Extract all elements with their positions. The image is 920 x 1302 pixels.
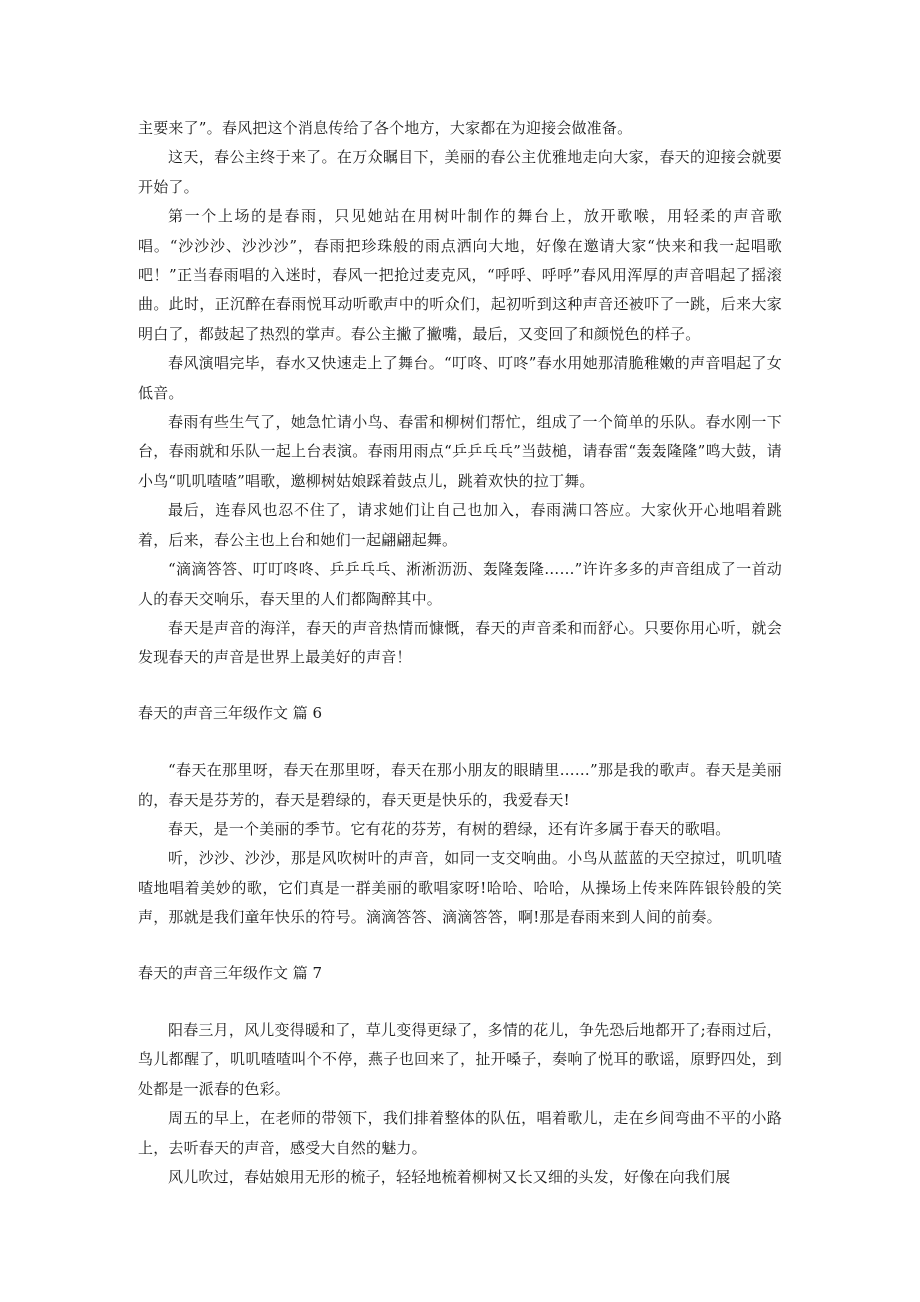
section-title-7: 春天的声音三年级作文 篇 7 (138, 963, 323, 982)
paragraph: 春天是声音的海洋，春天的声音热情而慷慨，春天的声音柔和而舒心。只要你用心听，就会发现春天的声音是世界上最美好的声音！ (138, 618, 782, 667)
paragraph: 这天，春公主终于来了。在万众瞩目下，美丽的春公主优雅地走向大家，春天的迎接会就要开始了。 (138, 148, 782, 196)
paragraph: “滴滴答答、叮叮咚咚、乒乒乓乓、淅淅沥沥、轰隆轰隆……”许许多多的声音组成了一首动人的春天交响乐，春天里的人们都陶醉其中。 (138, 560, 782, 608)
paragraph: 阳春三月，风儿变得暖和了，草儿变得更绿了，多情的花儿，争先恐后地都开了;春雨过后，鸟儿都醒了，叽叽喳喳叫个不停，燕子也回来了，扯开嗓子，奏响了悦耳的歌谣，原野四处，到处都是一派春的色彩。 (138, 1020, 782, 1098)
paragraph: 春雨有些生气了，她急忙请小鸟、春雷和柳树们帮忙，组成了一个简单的乐队。春水刚一下台，春雨就和乐队一起上台表演。春雨用雨点“乒乒乓乓”当鼓槌，请春雷“轰轰隆隆”鸣大鼓，请小鸟“叽叽喳喳”唱歌，邀柳树姑娘踩着鼓点儿，跳着欢快的拉丁舞。 (138, 413, 782, 490)
paragraph: 最后，连春风也忍不住了，请求她们让自己也加入，春雨满口答应。大家伙开心地唱着跳着，后来，春公主也上台和她们一起翩翩起舞。 (138, 501, 782, 549)
paragraph: 第一个上场的是春雨，只见她站在用树叶制作的舞台上，放开歌喉，用轻柔的声音歌唱。“沙沙沙、沙沙沙”，春雨把珍珠般的雨点洒向大地，好像在邀请大家“快来和我一起唱歌吧！”正当春雨唱的入迷时，春风一把抢过麦克风，“呼呼、呼呼”春风用浑厚的声音唱起了摇滚曲。此时，正沉醉在春雨悦耳动听歌声中的听众们，起初听到这种声音还被吓了一跳，后来大家明白了，都鼓起了热烈的掌声。春公主撇了撇嘴，最后，又变回了和颜悦色的样子。 (138, 207, 782, 343)
section-title-6: 春天的声音三年级作文 篇 6 (138, 703, 323, 722)
paragraph: 周五的早上，在老师的带领下，我们排着整体的队伍，唱着歌儿，走在乡间弯曲不平的小路上，去听春天的声音，感受大自然的魅力。 (138, 1109, 782, 1157)
paragraph: 听，沙沙、沙沙，那是风吹树叶的声音，如同一支交响曲。小鸟从蓝蓝的天空掠过，叽叽喳喳地唱着美妙的歌，它们真是一群美丽的歌唱家呀!哈哈、哈哈，从操场上传来阵阵银铃般的笑声，那就是我们童年快乐的符号。滴滴答答、滴滴答答，啊!那是春雨来到人间的前奏。 (138, 849, 782, 927)
paragraph: 风儿吹过，春姑娘用无形的梳子，轻轻地梳着柳树又长又细的头发，好像在向我们展 (168, 1168, 731, 1186)
paragraph: 春天，是一个美丽的季节。它有花的芬芳，有树的碧绿，还有许多属于春天的歌唱。 (168, 819, 731, 838)
paragraph: 春风演唱完毕，春水又快速走上了舞台。“叮咚、叮咚”春水用她那清脆稚嫩的声音唱起了女低音。 (138, 354, 782, 402)
paragraph: “春天在那里呀，春天在那里呀，春天在那小朋友的眼睛里……”那是我的歌声。春天是美丽的，春天是芬芳的，春天是碧绿的，春天更是快乐的，我爱春天! (138, 761, 782, 809)
paragraph: 主要来了”。春风把这个消息传给了各个地方，大家都在为迎接会做准备。 (138, 119, 633, 137)
